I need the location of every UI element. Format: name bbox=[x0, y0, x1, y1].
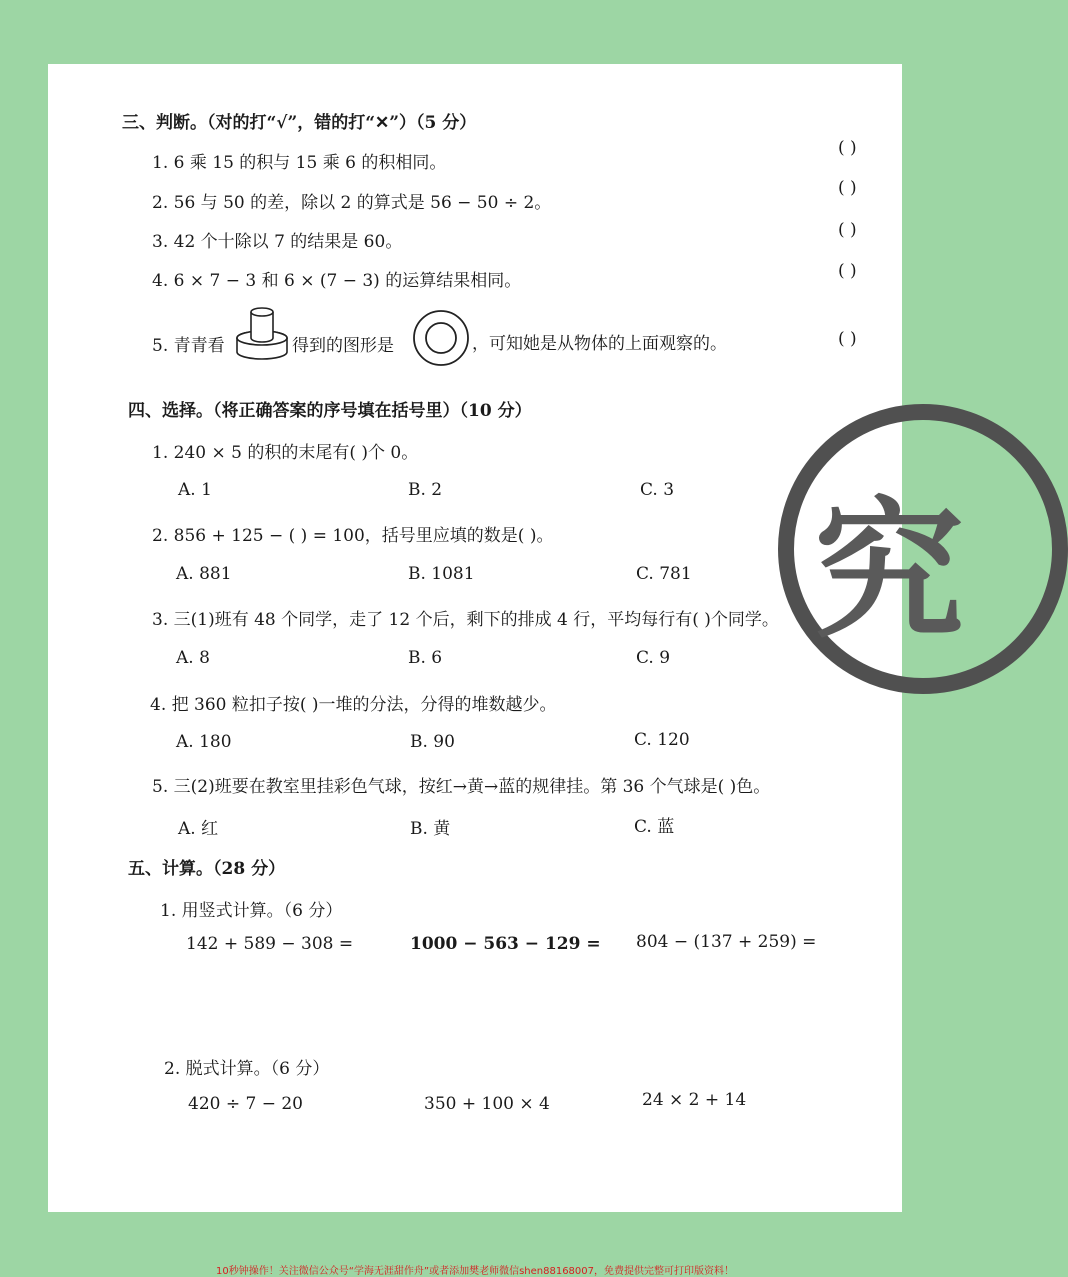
choice-q3-option-a[interactable]: A. 8 bbox=[176, 648, 210, 668]
worksheet-page bbox=[48, 64, 965, 1212]
footer-notice: 10秒钟操作！关注微信公众号“学海无涯甜作舟”或者添加樊老师微信shen88168007，免费提供完整可打印版资料！ bbox=[215, 1266, 735, 1277]
stepwise-calc-2: 350 + 100 × 4 bbox=[424, 1094, 550, 1114]
vertical-calc-1: 142 + 589 − 308 = bbox=[186, 934, 354, 954]
concentric-circles-icon bbox=[411, 308, 471, 368]
judge-item-3: 3. 42 个十除以 7 的结果是 60。 bbox=[152, 232, 403, 252]
answer-paren[interactable]: ( ) bbox=[838, 220, 857, 240]
judge-item-1: 1. 6 乘 15 的积与 15 乘 6 的积相同。 bbox=[152, 153, 447, 173]
vertical-calc-heading: 1. 用竖式计算。（6 分） bbox=[160, 901, 343, 921]
choice-q2-option-c[interactable]: C. 781 bbox=[636, 564, 692, 584]
judge-item-5-part-a: 5. 青青看 bbox=[152, 336, 225, 356]
section-5-title: 五、计算。（28 分） bbox=[128, 859, 286, 879]
section-3-title: 三、判断。（对的打“√”，错的打“✕”）（5 分） bbox=[122, 113, 477, 133]
choice-q3-option-c[interactable]: C. 9 bbox=[636, 648, 671, 668]
answer-paren[interactable]: ( ) bbox=[838, 138, 857, 158]
choice-q5-option-b[interactable]: B. 黄 bbox=[410, 819, 451, 839]
vertical-calc-2: 1000 − 563 − 129 = bbox=[410, 934, 601, 954]
seal-stamp bbox=[778, 404, 1068, 694]
choice-q4: 4. 把 360 粒扣子按( )一堆的分法，分得的堆数越少。 bbox=[150, 695, 557, 715]
choice-q5: 5. 三(2)班要在教室里挂彩色气球，按红→黄→蓝的规律挂。第 36 个气球是( )色。 bbox=[152, 777, 771, 797]
choice-q5-option-a[interactable]: A. 红 bbox=[178, 819, 219, 839]
judge-item-2: 2. 56 与 50 的差，除以 2 的算式是 56 − 50 ÷ 2。 bbox=[152, 193, 552, 213]
stepwise-calc-3: 24 × 2 + 14 bbox=[642, 1090, 747, 1110]
stepwise-calc-1: 420 ÷ 7 − 20 bbox=[188, 1094, 303, 1114]
answer-paren[interactable]: ( ) bbox=[838, 178, 857, 198]
stepwise-calc-heading: 2. 脱式计算。（6 分） bbox=[164, 1059, 330, 1079]
choice-q4-option-b[interactable]: B. 90 bbox=[410, 732, 455, 752]
choice-q1: 1. 240 × 5 的积的末尾有( )个 0。 bbox=[152, 443, 419, 463]
choice-q1-option-c[interactable]: C. 3 bbox=[640, 480, 675, 500]
choice-q5-option-c[interactable]: C. 蓝 bbox=[634, 817, 675, 837]
cylinder-object-icon bbox=[234, 302, 290, 362]
judge-item-5-part-b: 得到的图形是 bbox=[292, 336, 394, 356]
vertical-calc-3: 804 − (137 + 259) = bbox=[636, 932, 817, 952]
section-4-title: 四、选择。（将正确答案的序号填在括号里）（10 分） bbox=[128, 401, 532, 421]
choice-q3: 3. 三(1)班有 48 个同学，走了 12 个后，剩下的排成 4 行，平均每行有( )个同学。 bbox=[152, 610, 779, 630]
answer-paren[interactable]: ( ) bbox=[838, 261, 857, 281]
choice-q3-option-b[interactable]: B. 6 bbox=[408, 648, 443, 668]
choice-q1-option-a[interactable]: A. 1 bbox=[178, 480, 212, 500]
seal-stamp-character: 究 bbox=[814, 485, 965, 659]
judge-item-5-part-c: ，可知她是从物体的上面观察的。 bbox=[472, 334, 727, 354]
choice-q1-option-b[interactable]: B. 2 bbox=[408, 480, 443, 500]
choice-q4-option-c[interactable]: C. 120 bbox=[634, 730, 690, 750]
choice-q2-option-a[interactable]: A. 881 bbox=[176, 564, 232, 584]
answer-paren[interactable]: ( ) bbox=[838, 329, 857, 349]
choice-q2: 2. 856 + 125 − ( ) = 100，括号里应填的数是( )。 bbox=[152, 526, 554, 546]
choice-q2-option-b[interactable]: B. 1081 bbox=[408, 564, 475, 584]
choice-q4-option-a[interactable]: A. 180 bbox=[176, 732, 232, 752]
judge-item-4: 4. 6 × 7 − 3 和 6 × (7 − 3) 的运算结果相同。 bbox=[152, 271, 522, 291]
